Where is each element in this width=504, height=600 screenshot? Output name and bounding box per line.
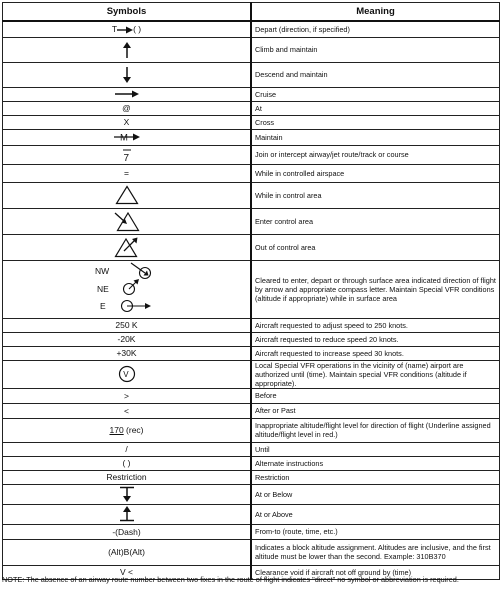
block-altitude-symbol: (Alt)B(Alt)	[3, 539, 252, 565]
meaning-cell: Maintain	[251, 129, 500, 145]
table-row	[3, 403, 500, 418]
table-row	[3, 332, 500, 346]
meaning-cell: Cross	[251, 115, 500, 129]
meaning-cell: Restriction	[251, 470, 500, 484]
meaning-cell: Depart (direction, if specified)	[251, 21, 500, 37]
table-row	[3, 62, 500, 87]
table-row	[3, 182, 500, 208]
clearance-void-symbol: V <	[3, 565, 252, 579]
table-row	[3, 145, 500, 164]
meaning-cell: Enter control area	[251, 208, 500, 234]
meaning-cell: From-to (route, time, etc.)	[251, 524, 500, 539]
meaning-cell: Inappropriate altitude/flight level for direction of flight (Underline assigned altitude/flight level in red.)	[251, 418, 500, 442]
alternate-symbol: ( )	[3, 456, 252, 470]
depart-symbol	[3, 21, 252, 37]
cruise-symbol	[3, 87, 252, 101]
exit-triangle-icon	[113, 236, 141, 258]
right-arrow-icon	[115, 90, 139, 98]
meaning-cell: Join or intercept airway/jet route/track or course	[251, 145, 500, 164]
depart-t: T	[111, 24, 118, 35]
compass-symbol	[3, 260, 252, 318]
inappropriate-number: 170	[109, 425, 124, 435]
table-row	[3, 484, 500, 504]
inappropriate-altitude-symbol	[3, 418, 252, 442]
depart-paren: ( )	[133, 24, 142, 35]
control-area-symbol	[3, 182, 252, 208]
down-arrow-icon	[122, 67, 132, 83]
table-row	[3, 442, 500, 456]
table-row	[3, 21, 500, 37]
meaning-cell: Descend and maintain	[251, 62, 500, 87]
meaning-cell: Alternate instructions	[251, 456, 500, 470]
table-row	[3, 418, 500, 442]
table-row	[3, 101, 500, 115]
header-row	[3, 3, 500, 22]
table-row	[3, 524, 500, 539]
restriction-symbol: Restriction	[3, 470, 252, 484]
enter-control-area-symbol	[3, 208, 252, 234]
table-row	[3, 208, 500, 234]
meaning-cell: While in controlled airspace	[251, 164, 500, 182]
circled-v-letter: V	[122, 370, 129, 379]
meaning-cell: Cleared to enter, depart or through surface area indicated direction of flight by arrow and appropriate compass letter. Maintain Special VFR conditions (altitude if appropriate) while in surface area	[251, 260, 500, 318]
table-row	[3, 129, 500, 145]
speed-reduce-symbol: -20K	[3, 332, 252, 346]
meaning-cell: Climb and maintain	[251, 37, 500, 62]
enter-triangle-icon	[113, 210, 141, 232]
table-row	[3, 37, 500, 62]
at-or-below-symbol	[3, 484, 252, 504]
meaning-cell: Clearance void if aircraft not off ground by (time)	[251, 565, 500, 579]
dash-symbol: -(Dash)	[3, 524, 252, 539]
before-symbol: >	[3, 388, 252, 403]
meaning-cell: Until	[251, 442, 500, 456]
footnote: NOTE: The absence of an airway route number between two fixes in the route of flight indicates "direct" no symbol or abbreviation is required.	[2, 575, 459, 584]
meaning-cell: Indicates a block altitude assignment. Altitudes are inclusive, and the first altitude must be lower than the second. Example: 310B370	[251, 539, 500, 565]
meaning-cell: Local Special VFR operations in the vicinity of (name) airport are authorized until (time). Maintain special VFR conditions (altitude if appropriate).	[251, 360, 500, 388]
compass-nw: NW	[94, 266, 109, 276]
circled-v-icon	[118, 365, 136, 383]
table-row	[3, 456, 500, 470]
equals-symbol: =	[3, 164, 252, 182]
climb-symbol	[3, 37, 252, 62]
table-row	[3, 318, 500, 332]
triangle-icon	[115, 185, 139, 205]
speed-250-symbol: 250 K	[3, 318, 252, 332]
join-icon	[121, 148, 133, 162]
table-row	[3, 470, 500, 484]
table-row	[3, 346, 500, 360]
until-symbol: /	[3, 442, 252, 456]
inappropriate-rec: (rec)	[123, 425, 144, 435]
table-row	[3, 164, 500, 182]
meaning-cell: Cruise	[251, 87, 500, 101]
right-arrow-icon	[117, 26, 133, 34]
compass-ne: NE	[96, 284, 109, 294]
meaning-cell: At	[251, 101, 500, 115]
meaning-cell: Before	[251, 388, 500, 403]
maintain-symbol	[3, 129, 252, 145]
meaning-cell: Aircraft requested to adjust speed to 250 knots.	[251, 318, 500, 332]
at-or-above-symbol	[3, 504, 252, 524]
cross-symbol: X	[3, 115, 252, 129]
compass-e: E	[99, 301, 106, 311]
at-symbol: @	[3, 101, 252, 115]
table-row	[3, 87, 500, 101]
compass-letters-icon	[87, 262, 167, 316]
join-seven: 7	[123, 152, 129, 162]
meaning-cell: At or Above	[251, 504, 500, 524]
meaning-header: Meaning	[251, 3, 500, 22]
table-row	[3, 234, 500, 260]
table-row	[3, 360, 500, 388]
table-row	[3, 539, 500, 565]
table-row	[3, 388, 500, 403]
meaning-cell: Out of control area	[251, 234, 500, 260]
special-vfr-symbol	[3, 360, 252, 388]
speed-increase-symbol: +30K	[3, 346, 252, 360]
join-symbol	[3, 145, 252, 164]
table-row	[3, 260, 500, 318]
meaning-cell: Aircraft requested to increase speed 30 knots.	[251, 346, 500, 360]
table-row	[3, 504, 500, 524]
up-arrow-icon	[122, 42, 132, 58]
meaning-cell: After or Past	[251, 403, 500, 418]
maintain-arrow-icon	[114, 132, 140, 142]
table-row	[3, 115, 500, 129]
symbols-table	[2, 2, 500, 580]
after-symbol: <	[3, 403, 252, 418]
symbols-header: Symbols	[3, 3, 252, 22]
meaning-cell: Aircraft requested to reduce speed 20 knots.	[251, 332, 500, 346]
at-or-below-icon	[117, 486, 137, 502]
meaning-cell: At or Below	[251, 484, 500, 504]
at-or-above-icon	[117, 506, 137, 522]
maintain-m: M	[119, 132, 128, 142]
meaning-cell: While in control area	[251, 182, 500, 208]
out-control-area-symbol	[3, 234, 252, 260]
descend-symbol	[3, 62, 252, 87]
